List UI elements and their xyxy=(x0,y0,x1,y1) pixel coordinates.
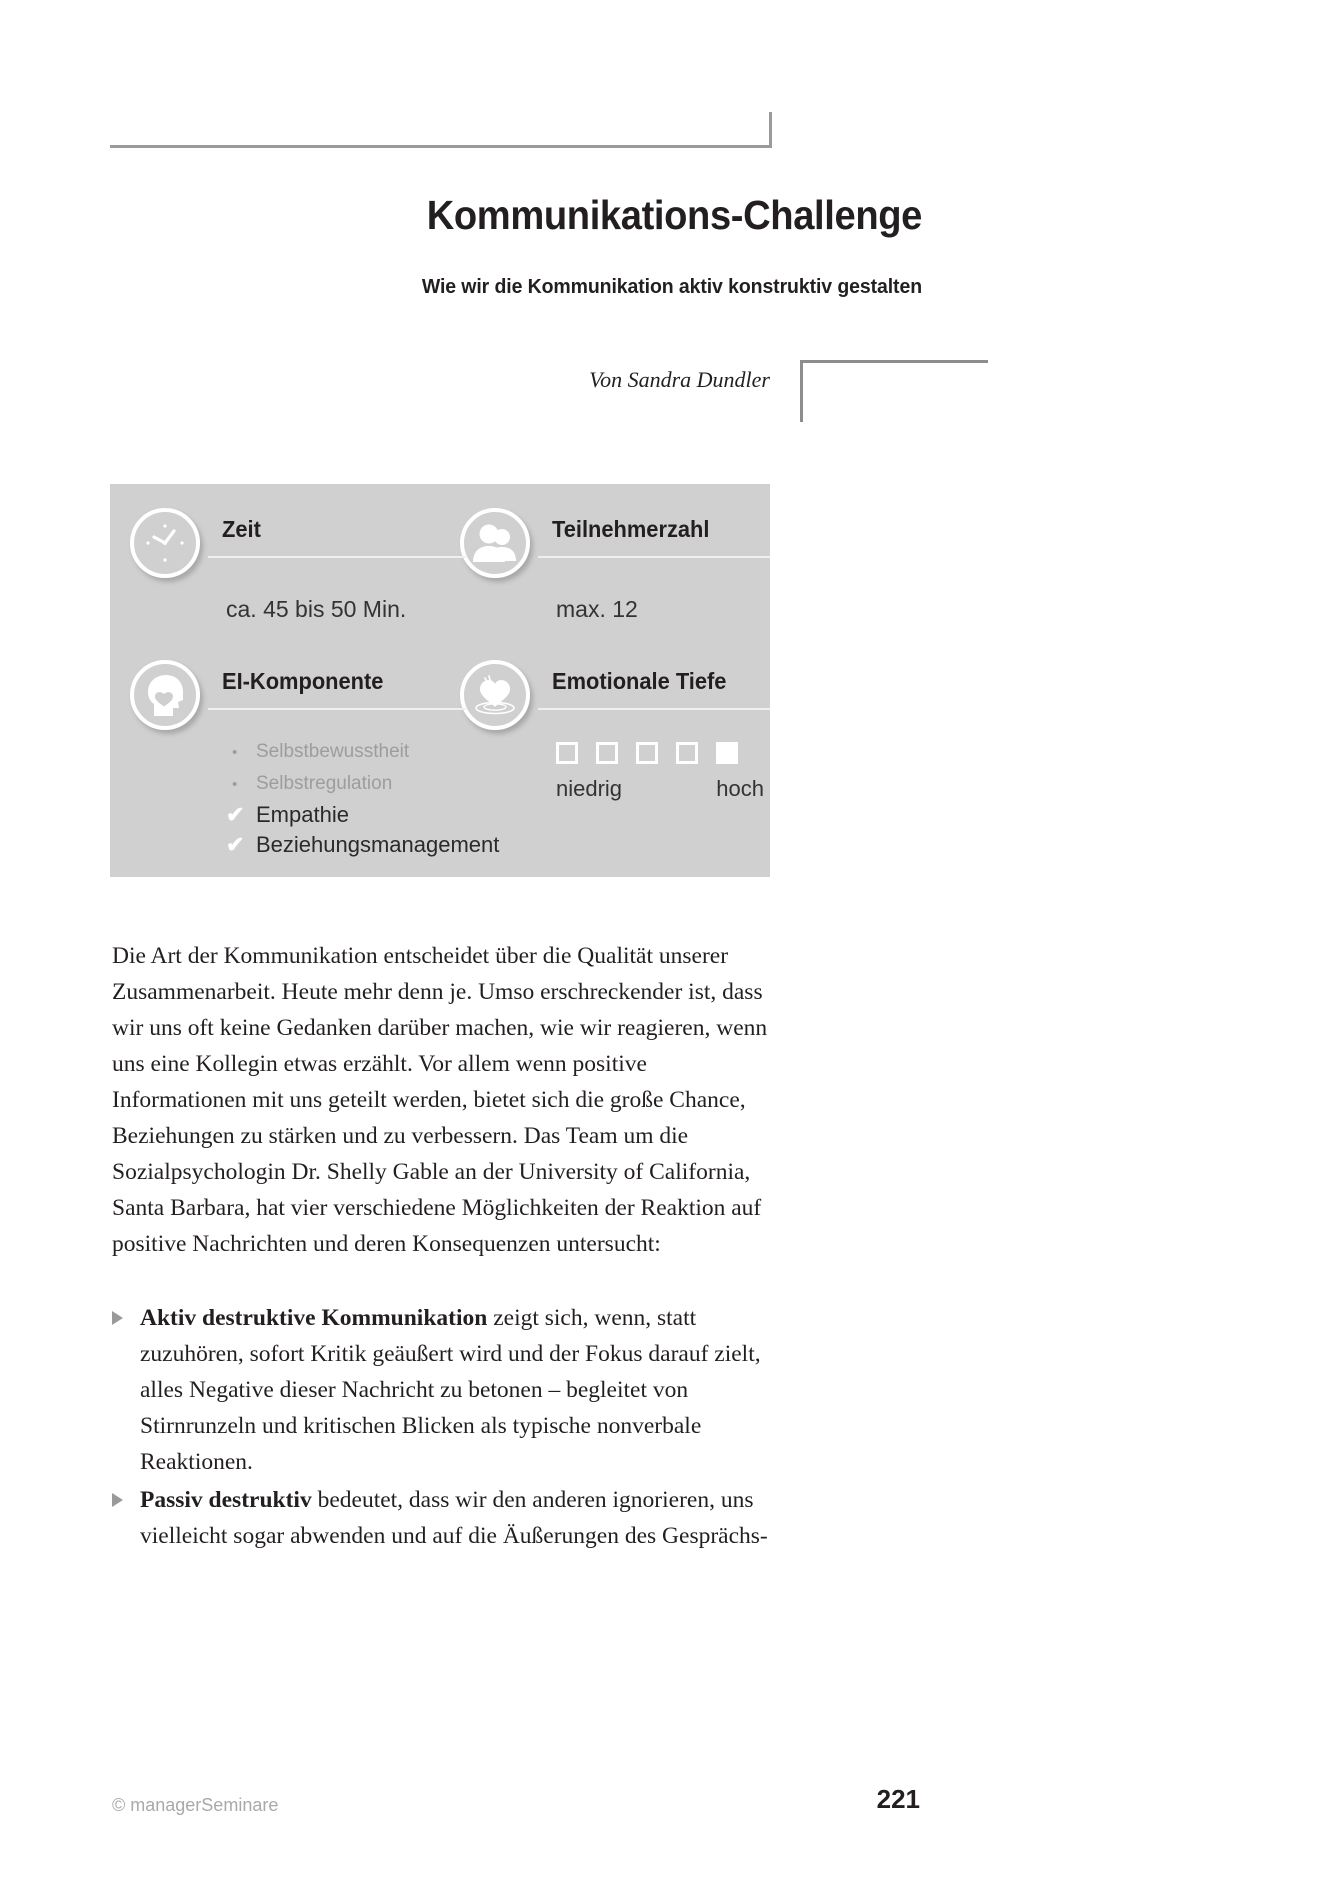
ei-component-item-label: Selbstbewusstheit xyxy=(256,741,410,762)
info-cell-zeit xyxy=(130,508,448,622)
intro-paragraph: Die Art der Kommunikation entscheidet über die Qualität unserer Zusammenarbeit. Heute mehr denn je. Umso erschreckender ist, dass wir uns oft keine Gedanken darüber machen, wie wir reagieren, wenn uns eine Kollegin etwas erzählt. Vor allem wenn positive Informationen mit uns geteilt werden, bietet sich die große Chance, Beziehungen zu stärken und zu verbessern. Das Team um die Sozialpsychologin Dr. Shelly Gable an der University of California, Santa Barbara, hat vier verschiedene Möglichkeiten der Reaktion auf positive Nachrichten und deren Konsequenzen untersucht: xyxy=(112,943,768,1257)
emotional-depth-checkbox[interactable] xyxy=(636,742,658,764)
clock-icon xyxy=(130,508,200,578)
footer-credit: © managerSeminare xyxy=(112,1795,279,1815)
bullet-dot-icon: • xyxy=(232,776,238,793)
page-number: 221 xyxy=(876,1784,920,1814)
top-corner-rule xyxy=(110,112,772,148)
info-cell-teilnehmerzahl-head xyxy=(460,508,770,586)
page-subtitle: Wie wir die Kommunikation aktiv konstruktiv gestalten xyxy=(421,275,922,298)
byline: Von Sandra Dundler xyxy=(589,367,770,392)
emotional-depth-checkbox[interactable] xyxy=(716,742,738,764)
info-rule-emotionale-tiefe-left xyxy=(422,708,466,710)
info-rule-teilnehmerzahl-left xyxy=(422,556,466,558)
ei-component-item-label: Beziehungsmanagement xyxy=(256,832,500,857)
info-label-emotionale-tiefe: Emotionale Tiefe xyxy=(552,668,727,694)
reaction-type-lead: Passiv destruktiv xyxy=(140,1487,312,1513)
scale-label-high: hoch xyxy=(716,776,764,801)
emotional-depth-scale[interactable] xyxy=(556,742,738,764)
arrow-right-icon xyxy=(112,1493,123,1507)
info-label-ei-komponente: EI-Komponente xyxy=(222,668,384,694)
info-label-zeit: Zeit xyxy=(222,516,261,542)
ei-component-item-label: Selbstregulation xyxy=(256,773,393,794)
participants-icon xyxy=(460,508,530,578)
emotional-depth-checkbox[interactable] xyxy=(676,742,698,764)
reaction-type-text: zeigt sich, wenn, statt zuzuhören, sofort Kritik geäußert wird und der Fokus darauf zielt, alles Negative dieser Nachricht zu betonen – begleitet von Stirnrunzeln und kritischen Blicken als typische nonverbale Reaktionen. xyxy=(140,1305,761,1475)
info-value-zeit: ca. 45 bis 50 Min. xyxy=(226,596,407,622)
reaction-type-item xyxy=(112,1482,772,1554)
body-column xyxy=(112,938,772,1556)
emotional-depth-checkbox[interactable] xyxy=(556,742,578,764)
reaction-type-lead: Aktiv destruktive Kommunikation xyxy=(140,1305,488,1331)
reaction-type-text: bedeutet, dass wir den anderen ignorieren, uns vielleicht sogar abwenden und auf die Äußerungen des Gesprächs- xyxy=(140,1487,768,1549)
arrow-right-icon xyxy=(112,1311,123,1325)
reaction-type-item xyxy=(112,1300,772,1480)
ei-component-item[interactable] xyxy=(226,830,499,860)
clock-icon-wrap xyxy=(130,508,200,578)
info-cell-emotionale-tiefe-head xyxy=(460,660,770,738)
heart-ripple-icon xyxy=(460,660,530,730)
ei-component-item[interactable] xyxy=(226,768,499,800)
head-heart-icon-wrap xyxy=(130,660,200,730)
checkmark-icon: ✔ xyxy=(226,802,245,827)
scale-label-low: niedrig xyxy=(556,776,623,801)
head-heart-icon xyxy=(130,660,200,730)
page-title: Kommunikations-Challenge xyxy=(426,192,922,238)
ei-component-item[interactable] xyxy=(226,800,499,830)
ei-component-item-label: Empathie xyxy=(256,802,349,827)
ei-component-item[interactable] xyxy=(226,736,499,768)
bullet-dot-icon: • xyxy=(232,744,238,761)
info-box xyxy=(110,484,770,877)
info-rule-ei-komponente xyxy=(208,708,448,710)
participants-icon-wrap xyxy=(460,508,530,578)
emotional-depth-scale-labels xyxy=(556,776,764,802)
byline-corner-rule xyxy=(800,360,988,422)
info-rule-teilnehmerzahl xyxy=(538,556,770,558)
emotional-depth-checkbox[interactable] xyxy=(596,742,618,764)
info-rule-emotionale-tiefe xyxy=(538,708,770,710)
checkmark-icon: ✔ xyxy=(226,832,245,857)
ei-component-list xyxy=(226,736,499,860)
info-cell-teilnehmerzahl xyxy=(460,508,770,622)
heart-ripple-icon-wrap xyxy=(460,660,530,730)
info-label-teilnehmerzahl: Teilnehmerzahl xyxy=(552,516,710,542)
info-cell-zeit-head xyxy=(130,508,448,586)
reaction-types-list xyxy=(112,1300,772,1554)
info-value-teilnehmerzahl: max. 12 xyxy=(556,596,638,622)
info-cell-ei-komponente-head xyxy=(130,660,448,738)
info-cell-emotionale-tiefe xyxy=(460,660,770,801)
info-cell-ei-komponente xyxy=(130,660,500,857)
info-rule-zeit xyxy=(208,556,448,558)
